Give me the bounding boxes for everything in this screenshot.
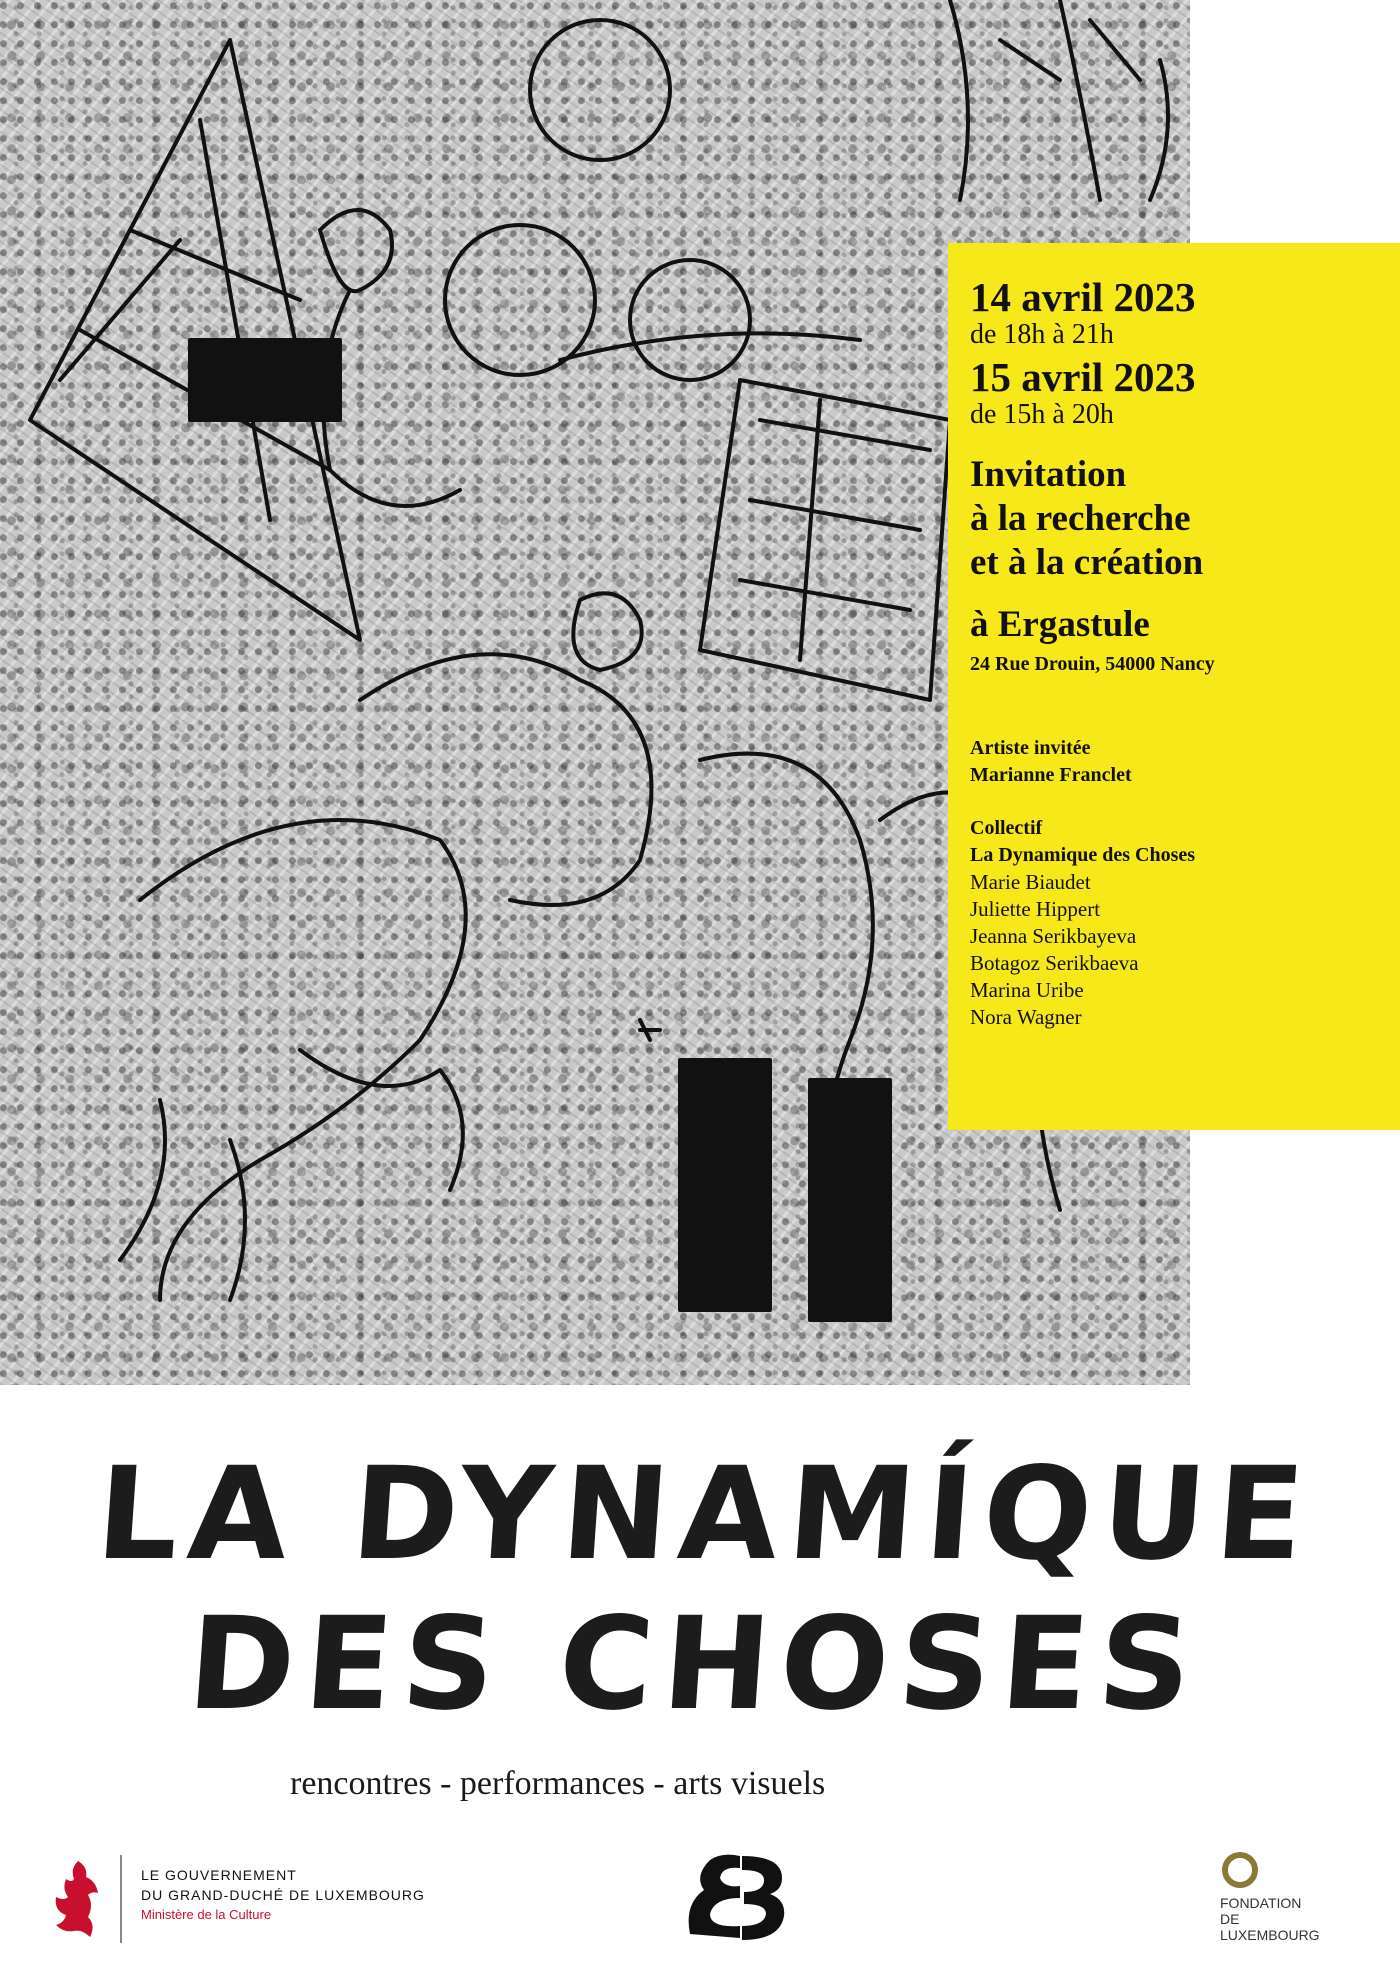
venue: à Ergastule: [970, 604, 1150, 645]
guest-label: Artiste invitée: [970, 737, 1091, 759]
fondation-line-1: FONDATION: [1220, 1895, 1302, 1911]
member: Jeanna Serikbayeva: [970, 924, 1137, 948]
fondation-logo: [1220, 1850, 1340, 1943]
gov-line-3: Ministère de la Culture: [141, 1907, 272, 1922]
info-panel: [948, 243, 1400, 1130]
government-logo: [48, 1855, 468, 1945]
red-lion-icon: [48, 1855, 108, 1943]
e-logo-icon: [680, 1852, 790, 1947]
title-line-1: LA DYNAMÍQUE: [91, 1440, 1319, 1589]
gold-ring-icon: [1220, 1850, 1260, 1890]
time-1: de 18h à 21h: [970, 319, 1114, 350]
collectif-label: Collectif: [970, 817, 1043, 839]
collectif: [970, 815, 1380, 1031]
title-line-2: DES CHOSES: [183, 1590, 1207, 1739]
invitation-line: Invitation: [970, 454, 1127, 495]
member: Marie Biaudet: [970, 870, 1091, 894]
member: Marina Uribe: [970, 978, 1084, 1002]
date-1: 14 avril 2023: [970, 274, 1196, 320]
guest-artist: [970, 735, 1380, 789]
guest-name: Marianne Franclet: [970, 764, 1132, 786]
collectif-name: La Dynamique des Choses: [970, 844, 1196, 866]
invitation: [970, 453, 1380, 585]
date-2: 15 avril 2023: [970, 354, 1196, 400]
member: Juliette Hippert: [970, 897, 1101, 921]
gov-line-1: LE GOUVERNEMENT: [141, 1867, 297, 1883]
invitation-line: à la recherche: [970, 498, 1191, 539]
time-2: de 15h à 20h: [970, 399, 1114, 430]
invitation-line: et à la création: [970, 542, 1204, 583]
gov-line-2: DU GRAND-DUCHÉ DE LUXEMBOURG: [141, 1887, 425, 1903]
member: Nora Wagner: [970, 1005, 1082, 1029]
fondation-line-2: DE LUXEMBOURG: [1220, 1911, 1320, 1943]
logo-divider: [120, 1855, 122, 1943]
poster-title: [0, 1440, 1400, 1740]
topright-blank: [1190, 0, 1400, 240]
address: 24 Rue Drouin, 54000 Nancy: [970, 653, 1215, 675]
subtitle: rencontres - performances - arts visuels: [290, 1765, 826, 1802]
member: Botagoz Serikbaeva: [970, 951, 1139, 975]
